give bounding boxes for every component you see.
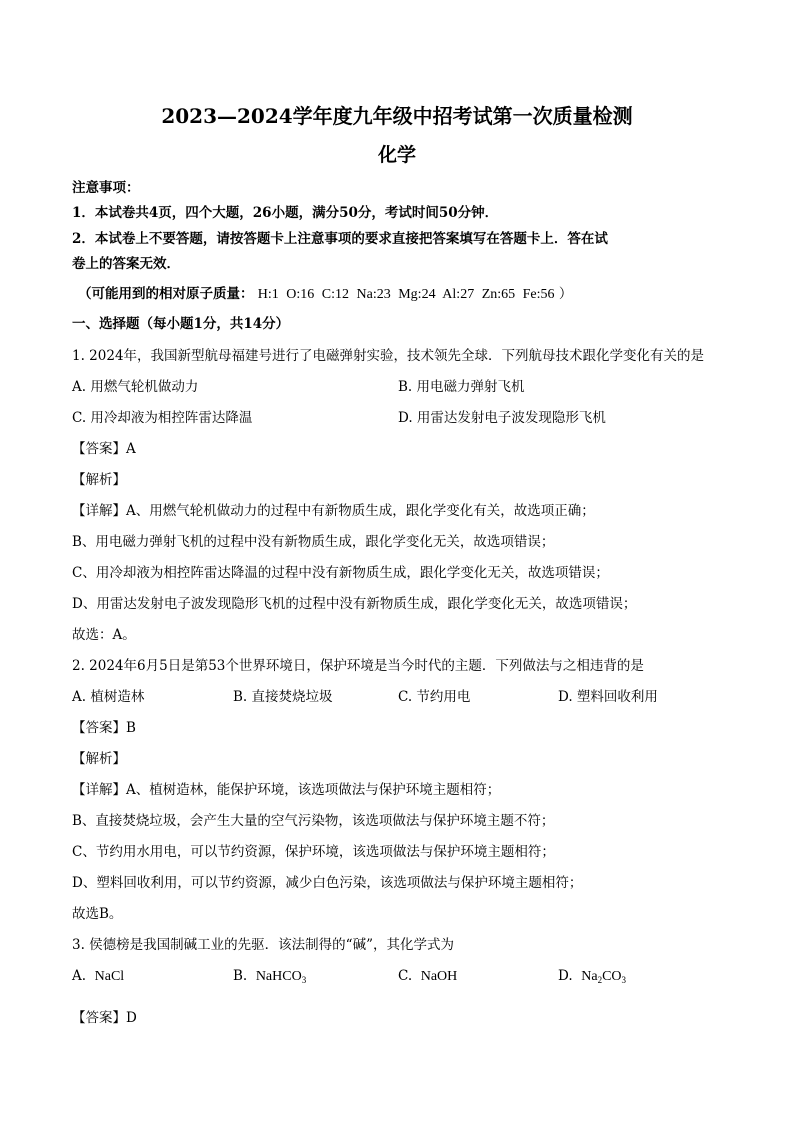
atomic-mass-values: H:1 O:16 C:12 Na:23 Mg:24 Al:27 Zn:65 Fe:56 (257, 287, 555, 302)
question-2-detail-3: C、节约用水用电，可以节约资源，保护环境，该选项做法与保护环境主题相符； (72, 844, 555, 860)
notice-heading: 注意事项： (72, 180, 140, 196)
question-2-option-c: C. 节约用电 (398, 689, 471, 705)
answer-label: 【答案】 (72, 441, 126, 457)
question-2-answer (72, 716, 136, 736)
question-3-option-d (558, 968, 626, 985)
question-3-stem: 3. 侯德榜是我国制碱工业的先驱．该法制得的“碱”，其化学式为 (72, 937, 454, 953)
question-1-analysis-label: 【解析】 (72, 472, 126, 488)
question-3-option-b (233, 968, 306, 985)
answer-label: 【答案】 (72, 1010, 126, 1026)
question-1-detail-4: D、用雷达发射电子波发现隐形飞机的过程中没有新物质生成，跟化学变化无关，故选项错误； (72, 596, 637, 612)
answer-value: D (126, 1010, 137, 1026)
question-3-option-a (72, 968, 124, 985)
question-2-detail-1: 【详解】A、植树造林，能保护环境，该选项做法与保护环境主题相符； (72, 782, 501, 798)
question-2-option-d: D. 塑料回收利用 (558, 689, 658, 705)
question-1-detail-3: C、用冷却液为相控阵雷达降温的过程中没有新物质生成，跟化学变化无关，故选项错误； (72, 565, 609, 581)
question-1-detail-1: 【详解】A、用燃气轮机做动力的过程中有新物质生成，跟化学变化有关，故选项正确； (72, 503, 595, 519)
option-prefix: A. (72, 968, 87, 984)
question-2-stem: 2. 2024年6月5日是第53个世界环境日，保护环境是当今时代的主题．下列做法与之相违背的是 (72, 658, 644, 674)
question-1-option-c: C. 用冷却液为相控阵雷达降温 (72, 410, 253, 426)
question-3-answer (72, 1006, 137, 1026)
formula-nahco3: NaHCO$_3$ (255, 969, 307, 985)
atomic-mass-close: ） (558, 286, 573, 302)
option-prefix: C. (398, 968, 413, 984)
formula-na2co3: $Na_2CO_3$ (581, 969, 627, 985)
question-2-analysis-label: 【解析】 (72, 751, 126, 767)
formula-nacl: NaCl (94, 969, 125, 984)
question-3-option-c (398, 968, 457, 985)
question-1-answer (72, 437, 136, 457)
answer-label: 【答案】 (72, 720, 126, 736)
answer-value: A (126, 441, 136, 457)
notice-item-1: 1．本试卷共4页，四个大题，26小题，满分50分，考试时间50分钟． (72, 205, 499, 221)
atomic-mass-label: （可能用到的相对原子质量： (78, 286, 254, 302)
atomic-mass-line (78, 282, 572, 303)
question-2-detail-4: D、塑料回收利用，可以节约资源，减少白色污染，该选项做法与保护环境主题相符； (72, 875, 583, 891)
question-1-option-b: B. 用电磁力弹射飞机 (398, 379, 525, 395)
subject-title: 化学 (377, 144, 416, 166)
formula-naoh: NaOH (420, 969, 458, 984)
question-2-detail-2: B、直接焚烧垃圾，会产生大量的空气污染物，该选项做法与保护环境主题不符； (72, 813, 555, 829)
question-1-conclusion: 故选：A。 (72, 627, 136, 643)
option-prefix: D. (558, 968, 573, 984)
exam-title: 2023—2024学年度九年级中招考试第一次质量检测 (161, 104, 633, 128)
question-1-option-d: D. 用雷达发射电子波发现隐形飞机 (398, 410, 606, 426)
answer-value: B (126, 720, 136, 736)
section-1-heading: 一、选择题（每小题1分，共14分） (72, 316, 290, 332)
question-1-option-a: A. 用燃气轮机做动力 (72, 379, 199, 395)
question-2-option-a: A. 植树造林 (72, 689, 145, 705)
notice-item-2-line-2: 卷上的答案无效． (72, 256, 180, 272)
notice-item-2-line-1: 2．本试卷上不要答题，请按答题卡上注意事项的要求直接把答案填写在答题卡上．答在试 (72, 231, 608, 247)
question-1-detail-2: B、用电磁力弹射飞机的过程中没有新物质生成，跟化学变化无关，故选项错误； (72, 534, 555, 550)
question-2-option-b: B. 直接焚烧垃圾 (233, 689, 333, 705)
question-1-stem: 1. 2024年，我国新型航母福建号进行了电磁弹射实验，技术领先全球．下列航母技术跟化学变化有关的是 (72, 348, 705, 364)
question-2-conclusion: 故选B。 (72, 906, 123, 922)
option-prefix: B. (233, 968, 248, 984)
